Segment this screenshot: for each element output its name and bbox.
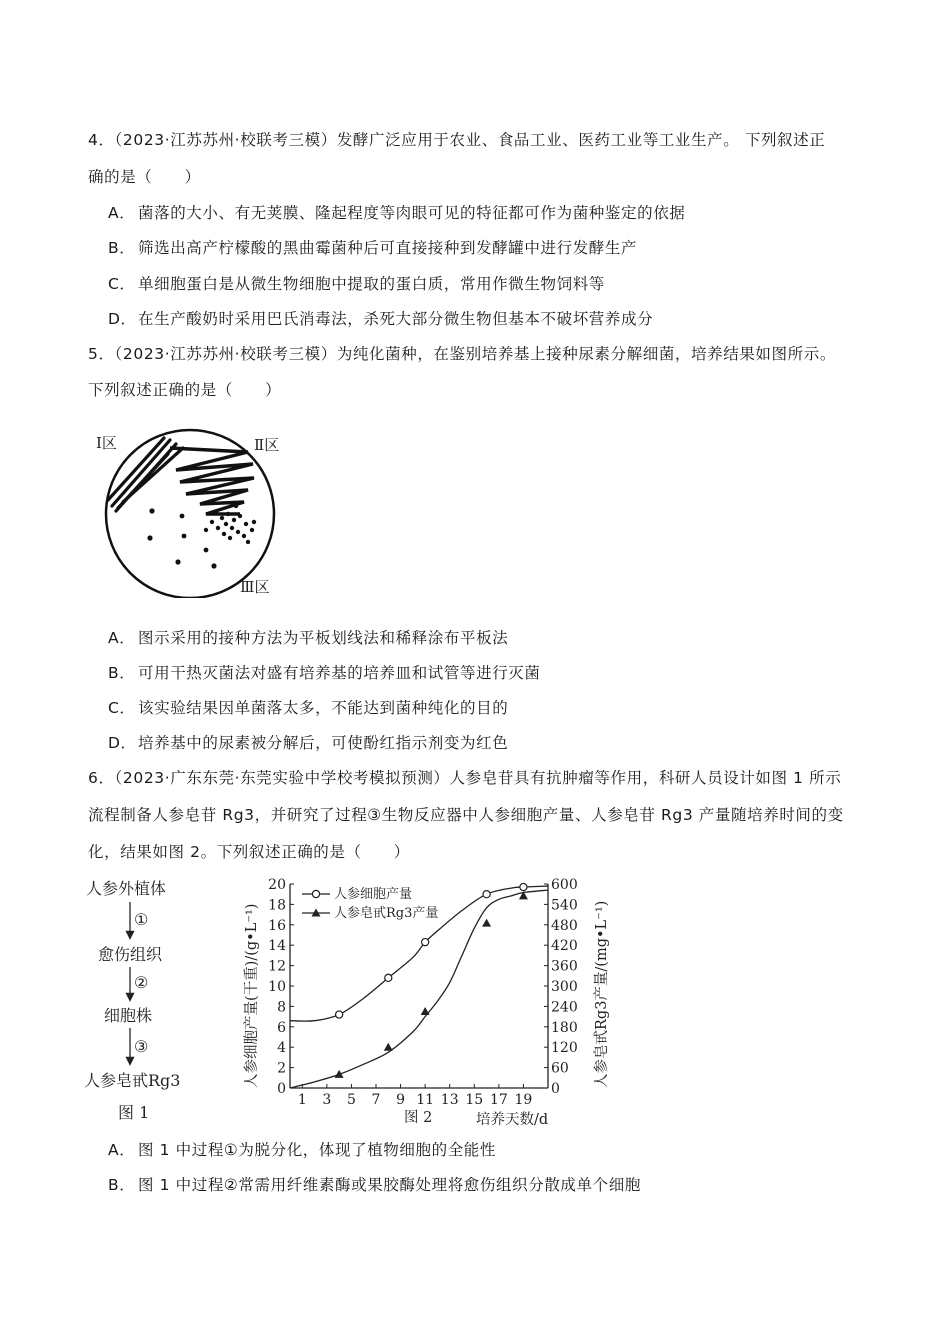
streak-zone2 bbox=[170, 448, 254, 514]
y-left-tick-label: 0 bbox=[277, 1081, 286, 1097]
q6-option-a: A． 图 1 中过程①为脱分化，体现了植物细胞的全能性 bbox=[108, 1141, 497, 1159]
flow-node-cellline: 细胞株 bbox=[104, 1006, 153, 1025]
fig2-caption: 图 2 bbox=[404, 1110, 433, 1126]
y-right-axis-label: 人参皂甙Rg3产量/(mg•L⁻¹) bbox=[594, 900, 610, 1088]
data-point-cells bbox=[483, 891, 490, 898]
q5-option-d: D．培养基中的尿素被分解后，可使酚红指示剂变为红色 bbox=[108, 734, 509, 752]
legend-label-cells: 人参细胞产量 bbox=[334, 887, 413, 902]
q4-option-c: C． 单细胞蛋白是从微生物细胞中提取的蛋白质，常用作微生物饲料等 bbox=[108, 275, 605, 293]
flow-node-rg3: 人参皂甙Rg3 bbox=[84, 1071, 181, 1090]
y-left-tick-label: 10 bbox=[268, 979, 286, 995]
y-left-tick-label: 4 bbox=[277, 1040, 286, 1057]
y-right-tick-label: 540 bbox=[551, 897, 578, 914]
x-tick-label: 1 bbox=[297, 1092, 307, 1108]
y-right-tick-label: 120 bbox=[551, 1040, 578, 1057]
flow-step-3: ③ bbox=[134, 1037, 149, 1056]
x-axis-label: 培养天数/d bbox=[476, 1112, 549, 1128]
zone3-label: Ⅲ区 bbox=[240, 578, 270, 596]
x-tick-label: 5 bbox=[346, 1092, 356, 1108]
y-left-tick-label: 6 bbox=[277, 1019, 286, 1036]
q6-stem-line2: 流程制备人参皂苷 Rg3，并研究了过程③生物反应器中人参细胞产量、人参皂苷 Rg3 产量随培养时间的变 bbox=[88, 806, 844, 824]
q6-stem-line1: 6．（2023·广东东莞·东莞实验中学校考模拟预测）人参皂苷具有抗肿瘤等作用，科研人员设计如图 1 所示 bbox=[88, 769, 842, 787]
flow-step-1: ① bbox=[134, 910, 149, 929]
y-right-tick-label: 180 bbox=[551, 1019, 578, 1036]
x-tick-label: 13 bbox=[440, 1092, 459, 1108]
x-tick-label: 7 bbox=[371, 1092, 381, 1108]
data-point-rg3 bbox=[482, 919, 491, 927]
y-right-tick-label: 600 bbox=[551, 877, 578, 893]
zone2-label: Ⅱ区 bbox=[254, 436, 280, 454]
q5-stem-line1: 5．（2023·江苏苏州·校联考三模）为纯化菌种，在鉴别培养基上接种尿素分解细菌，培养结果如图所示。 bbox=[88, 345, 836, 363]
x-tick-label: 3 bbox=[322, 1092, 332, 1108]
data-point-cells bbox=[422, 939, 429, 946]
x-tick-label: 11 bbox=[416, 1092, 435, 1108]
x-tick-label: 17 bbox=[489, 1092, 508, 1108]
process-flow-figure bbox=[82, 872, 232, 1132]
x-tick-label: 19 bbox=[514, 1092, 533, 1108]
data-point-cells bbox=[520, 883, 527, 890]
y-left-tick-label: 16 bbox=[268, 917, 286, 934]
flow-node-explant: 人参外植体 bbox=[86, 879, 167, 898]
q6-option-b: B． 图 1 中过程②常需用纤维素酶或果胶酶处理将愈伤组织分散成单个细胞 bbox=[108, 1176, 641, 1194]
q4-stem-line2: 确的是（ ） bbox=[88, 168, 201, 186]
zone1-label: Ⅰ区 bbox=[96, 434, 117, 452]
x-tick-label: 15 bbox=[465, 1092, 484, 1108]
q4-option-b: B． 筛选出高产柠檬酸的黑曲霉菌种后可直接接种到发酵罐中进行发酵生产 bbox=[108, 239, 638, 257]
y-right-tick-label: 300 bbox=[551, 979, 578, 995]
y-right-tick-label: 360 bbox=[551, 958, 578, 975]
data-point-rg3 bbox=[384, 1043, 393, 1051]
chart-legend bbox=[302, 886, 438, 921]
data-point-rg3 bbox=[421, 1007, 430, 1015]
q4-option-d: D．在生产酸奶时采用巴氏消毒法，杀死大部分微生物但基本不破坏营养成分 bbox=[108, 310, 654, 328]
q6-stem-line3: 化，结果如图 2。下列叙述正确的是（ ） bbox=[88, 843, 410, 861]
flow-step-2: ② bbox=[134, 973, 149, 992]
petri-dish bbox=[106, 430, 274, 598]
y-left-tick-label: 20 bbox=[268, 877, 286, 893]
y-left-tick-label: 18 bbox=[268, 897, 286, 914]
q5-option-a: A． 图示采用的接种方法为平板划线法和稀释涂布平板法 bbox=[108, 629, 509, 647]
y-right-tick-label: 0 bbox=[551, 1081, 560, 1097]
q5-option-c: C． 该实验结果因单菌落太多，不能达到菌种纯化的目的 bbox=[108, 699, 509, 717]
q5-option-b: B． 可用干热灭菌法对盛有培养基的培养皿和试管等进行灭菌 bbox=[108, 664, 541, 682]
q4-stem-line1: 4．（2023·江苏苏州·校联考三模）发酵广泛应用于农业、食品工业、医药工业等工业生产。 下列叙述正 bbox=[88, 131, 826, 149]
q4-option-a: A． 菌落的大小、有无荚膜、隆起程度等肉眼可见的特征都可作为菌种鉴定的依据 bbox=[108, 204, 686, 222]
y-left-axis-label: 人参细胞产量(干重)/(g•L⁻¹) bbox=[244, 903, 260, 1088]
y-right-tick-label: 420 bbox=[551, 938, 578, 955]
x-tick-label: 9 bbox=[396, 1092, 406, 1108]
legend-label-rg3: 人参皂甙Rg3产量 bbox=[334, 906, 439, 921]
petri-dish-figure bbox=[88, 418, 298, 598]
y-right-tick-label: 60 bbox=[551, 1060, 569, 1077]
fig1-caption: 图 1 bbox=[118, 1103, 150, 1122]
flow-node-callus: 愈伤组织 bbox=[98, 945, 163, 964]
q5-stem-line2: 下列叙述正确的是（ ） bbox=[88, 381, 282, 399]
production-chart bbox=[232, 866, 612, 1128]
data-point-cells bbox=[385, 974, 392, 981]
y-right-tick-label: 240 bbox=[551, 999, 578, 1016]
data-point-cells bbox=[336, 1011, 343, 1018]
y-left-tick-label: 12 bbox=[268, 958, 286, 975]
y-left-tick-label: 14 bbox=[268, 938, 286, 955]
y-left-tick-label: 2 bbox=[277, 1060, 286, 1077]
y-left-tick-label: 8 bbox=[277, 999, 286, 1016]
y-right-tick-label: 480 bbox=[551, 917, 578, 934]
